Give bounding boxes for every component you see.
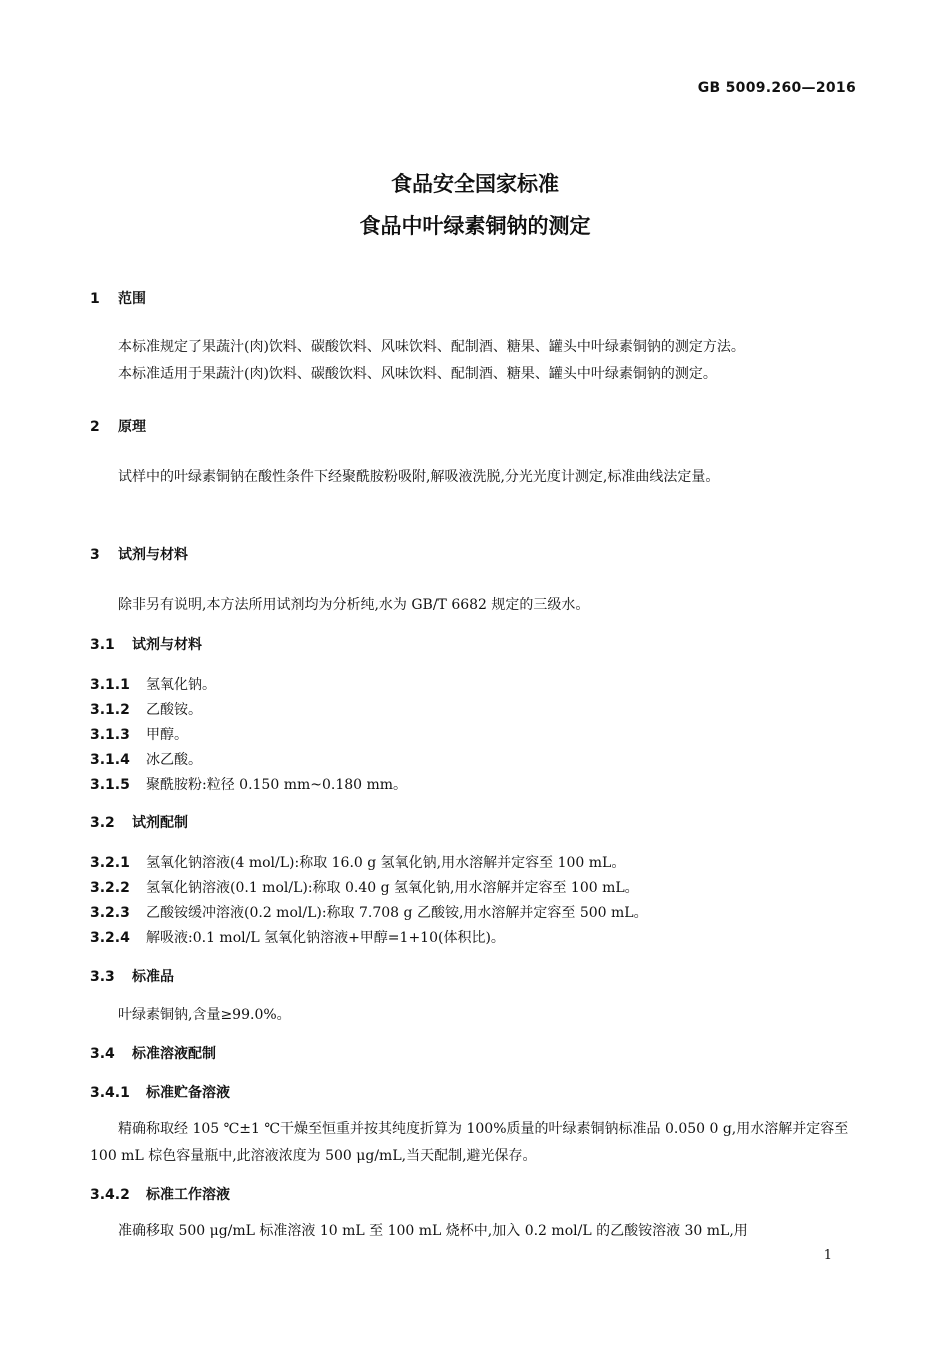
section-number: 3.1 (90, 637, 115, 653)
paragraph: 本标准适用于果蔬汁(肉)饮料、碳酸饮料、风味饮料、配制酒、糖果、罐头中叶绿素铜钠的测定。 (118, 366, 717, 382)
section-heading-2 (90, 416, 146, 436)
item-number: 3.2.2 (90, 880, 130, 896)
item-text: 乙酸铵缓冲溶液(0.2 mol/L):称取 7.708 g 乙酸铵,用水溶解并定容至 500 mL。 (146, 905, 648, 921)
paragraph: 本标准规定了果蔬汁(肉)饮料、碳酸饮料、风味饮料、配制酒、糖果、罐头中叶绿素铜钠的测定方法。 (118, 339, 745, 355)
paragraph: 精确称取经 105 ℃±1 ℃干燥至恒重并按其纯度折算为 100%质量的叶绿素铜钠标准品 0.050 0 g,用水溶解并定容至 100 mL 棕色容量瓶中,此溶液浓度为 500 μg/mL,当天配制,避光保存。 (90, 1121, 849, 1164)
section-number: 3.4 (90, 1046, 115, 1062)
item-number: 3.1.1 (90, 677, 130, 693)
section-title: 范围 (118, 291, 146, 307)
paragraph: 试样中的叶绿素铜钠在酸性条件下经聚酰胺粉吸附,解吸液洗脱,分光光度计测定,标准曲线法定量。 (118, 469, 720, 485)
item-number: 3.2.3 (90, 905, 130, 921)
section-heading-3-4 (90, 1043, 216, 1063)
page-number: 1 (823, 1248, 832, 1263)
section-number: 3.2 (90, 815, 115, 831)
item-text: 聚酰胺粉:粒径 0.150 mm~0.180 mm。 (146, 777, 408, 793)
section-heading-3-2 (90, 812, 188, 832)
item-number: 3.1.5 (90, 777, 130, 793)
section-title: 标准工作溶液 (146, 1187, 230, 1203)
item-number: 3.2.1 (90, 855, 130, 871)
item-text: 甲醇。 (146, 727, 188, 743)
section-title: 标准品 (132, 969, 174, 985)
section-heading-3-4-2 (90, 1184, 230, 1204)
section-number: 2 (90, 419, 100, 435)
item-text: 冰乙酸。 (146, 752, 202, 768)
section-heading-3-3 (90, 966, 174, 986)
item-text: 氢氧化钠。 (146, 677, 216, 693)
section-title: 原理 (118, 419, 146, 435)
list-item (90, 724, 188, 744)
item-number: 3.1.2 (90, 702, 130, 718)
section-title: 标准贮备溶液 (146, 1085, 230, 1101)
section-heading-1 (90, 288, 146, 308)
section-number: 3 (90, 547, 100, 563)
section-title: 试剂配制 (132, 815, 188, 831)
list-item (90, 902, 648, 922)
document-subtitle: 食品中叶绿素铜钠的测定 (359, 214, 591, 238)
section-title: 试剂与材料 (132, 637, 202, 653)
section-title: 标准溶液配制 (132, 1046, 216, 1062)
list-item (90, 927, 505, 947)
item-number: 3.1.3 (90, 727, 130, 743)
item-text: 氢氧化钠溶液(0.1 mol/L):称取 0.40 g 氢氧化钠,用水溶解并定容至 100 mL。 (146, 880, 639, 896)
section-number: 3.4.1 (90, 1085, 130, 1101)
section-title: 试剂与材料 (118, 547, 188, 563)
list-item (90, 774, 407, 794)
list-item (90, 674, 216, 694)
paragraph: 准确移取 500 μg/mL 标准溶液 10 mL 至 100 mL 烧杯中,加入 0.2 mol/L 的乙酸铵溶液 30 mL,用 (118, 1223, 748, 1239)
paragraph: 除非另有说明,本方法所用试剂均为分析纯,水为 GB/T 6682 规定的三级水。 (118, 597, 590, 613)
section-number: 3.3 (90, 969, 115, 985)
paragraph: 叶绿素铜钠,含量≥99.0%。 (118, 1007, 291, 1023)
item-text: 解吸液:0.1 mol/L 氢氧化钠溶液+甲醇=1+10(体积比)。 (146, 930, 505, 946)
list-item (90, 877, 639, 897)
item-number: 3.2.4 (90, 930, 130, 946)
document-title: 食品安全国家标准 (391, 172, 559, 196)
standard-code: GB 5009.260—2016 (697, 80, 856, 96)
section-number: 3.4.2 (90, 1187, 130, 1203)
list-item (90, 699, 202, 719)
section-number: 1 (90, 291, 100, 307)
item-text: 乙酸铵。 (146, 702, 202, 718)
list-item (90, 852, 625, 872)
section-heading-3-1 (90, 634, 202, 654)
section-heading-3-4-1 (90, 1082, 230, 1102)
list-item (90, 749, 202, 769)
item-number: 3.1.4 (90, 752, 130, 768)
section-heading-3 (90, 544, 188, 564)
item-text: 氢氧化钠溶液(4 mol/L):称取 16.0 g 氢氧化钠,用水溶解并定容至 100 mL。 (146, 855, 626, 871)
